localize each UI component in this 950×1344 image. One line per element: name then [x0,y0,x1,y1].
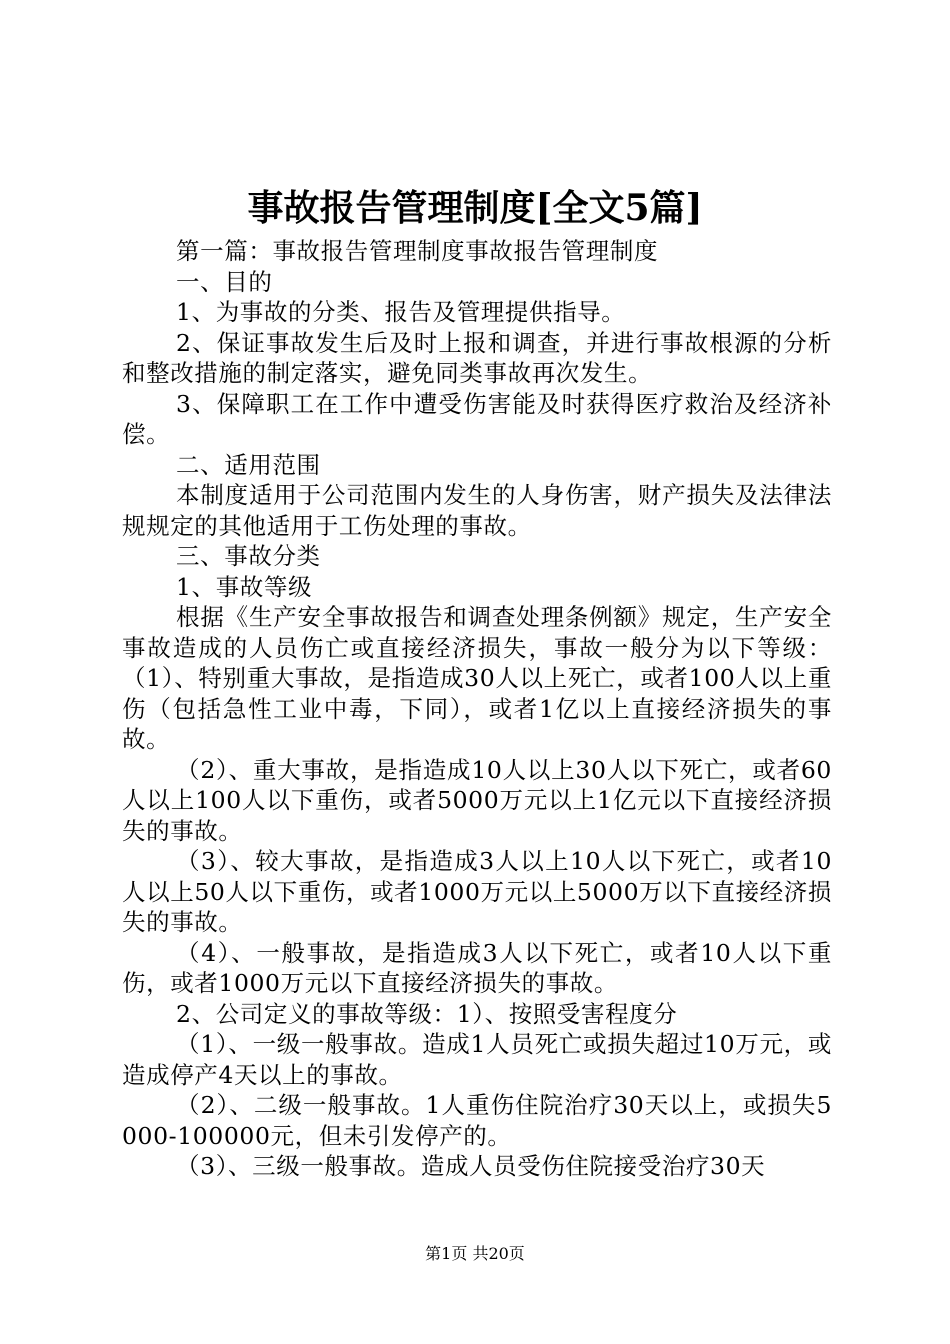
paragraph: 一、目的 [176,267,273,296]
paragraph: 1、为事故的分类、报告及管理提供指导。 [176,298,626,326]
paragraph: 三、事故分类 [176,542,321,570]
paragraph: （3）、三级一般事故。造成人员受伤住院接受治疗30天 [176,1152,766,1180]
paragraph: （3）、较大事故，是指造成3人以上10人以下死亡，或者10人以上50人以下重伤，或者1000万元以上5000万以下直接经济损失的事故。 [122,847,832,936]
paragraph: （2）、重大事故，是指造成10人以上30人以下死亡，或者60人以上100人以下重伤，或者5000万元以上1亿元以下直接经济损失的事故。 [122,755,832,845]
paragraph: （4）、一般事故，是指造成3人以下死亡，或者10人以下重伤，或者1000万元以下直接经济损失的事故。 [122,938,832,997]
paragraph: （1）、一级一般事故。造成1人员死亡或损失超过10万元，或造成停产4天以上的事故。 [122,1030,832,1089]
paragraph: （2）、二级一般事故。1人重伤住院治疗30天以上，或损失5000-100000元，但未引发停产的。 [122,1091,832,1150]
paragraph: 二、适用范围 [176,450,321,479]
document-body [122,236,832,1182]
paragraph: 2、公司定义的事故等级：1）、按照受害程度分 [176,999,678,1028]
paragraph: 1、事故等级 [176,572,313,601]
page-footer: 第1页 共20页 [425,1244,525,1263]
paragraph: 3、保障职工在工作中遭受伤害能及时获得医疗救治及经济补偿。 [122,389,832,448]
paragraph: 本制度适用于公司范围内发生的人身伤害，财产损失及法律法规规定的其他适用于工伤处理的事故。 [122,481,832,540]
paragraph: 根据《生产安全事故报告和调查处理条例额》规定，生产安全事故造成的人员伤亡或直接经济损失，事故一般分为以下等级：（1）、特别重大事故，是指造成30人以上死亡，或者100人以上重伤（包括急性工业中毒，下同），或者1亿以上直接经济损失的事故。 [122,603,832,753]
document-title: 事故报告管理制度[全文5篇] [247,187,703,229]
paragraph: 2、保证事故发生后及时上报和调查，并进行事故根源的分析和整改措施的制定落实，避免同类事故再次发生。 [122,328,832,387]
paragraph: 第一篇：事故报告管理制度事故报告管理制度 [176,237,659,265]
